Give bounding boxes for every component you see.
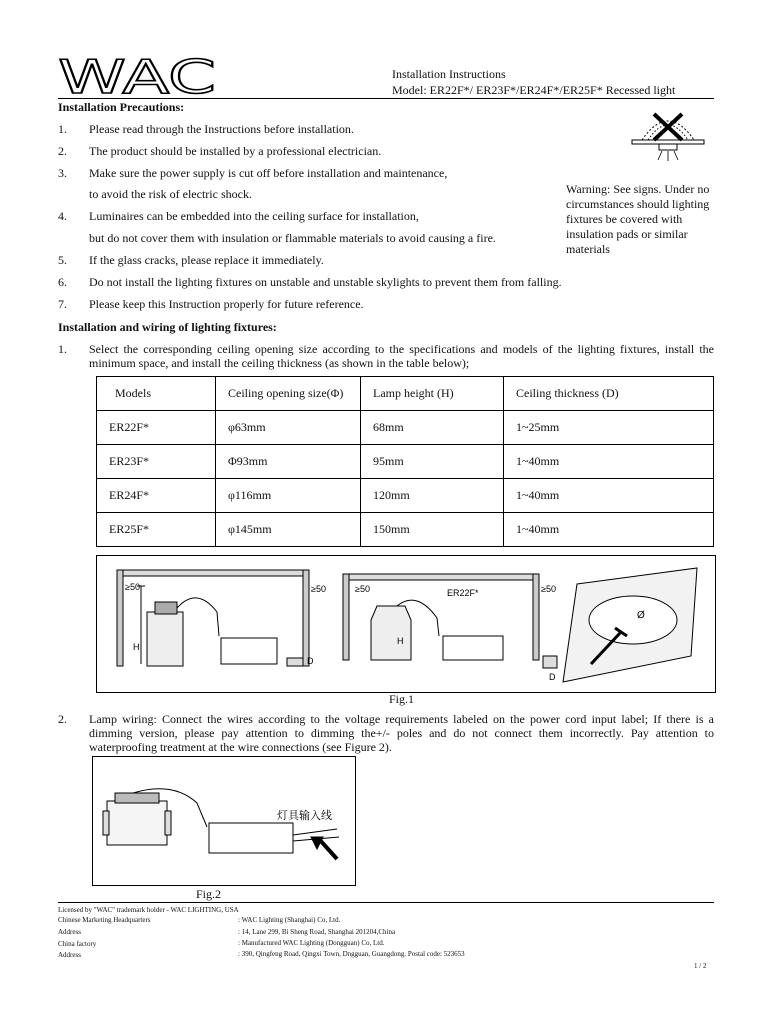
- precaution-text-cont: but do not cover them with insulation or flammable materials to avoid causing a fire.: [89, 231, 496, 245]
- table-cell: 95mm: [361, 445, 504, 479]
- no-insulation-warning-icon: [628, 104, 708, 164]
- table-cell: φ63mm: [216, 411, 361, 445]
- table-cell: 120mm: [361, 479, 504, 513]
- fig1-d-label: D: [549, 672, 556, 682]
- fig1-d-label: D: [307, 656, 314, 666]
- svg-text:WAC: WAC: [58, 56, 216, 98]
- figure-2-diagram: [92, 756, 356, 886]
- doc-title: Installation Instructions: [392, 67, 506, 81]
- header-rule: [58, 98, 714, 99]
- footer-label: China factory: [58, 940, 97, 948]
- warning-text: Warning: See signs. Under no circumstances should lighting fixtures be covered with insulation pads or similar materials: [566, 182, 710, 256]
- precaution-number: 4.: [58, 209, 67, 223]
- precaution-text: Please read through the Instructions before installation.: [89, 122, 354, 136]
- footer-rule: [58, 902, 714, 903]
- fig1-ge50-label: ≥50: [125, 582, 140, 592]
- table-cell: 1~40mm: [504, 479, 714, 513]
- precaution-text: Make sure the power supply is cut off before installation and maintenance,: [89, 166, 448, 180]
- step-number: 1.: [58, 342, 67, 356]
- footer-license: Licensed by "WAC" trademark holder - WAC LIGHTING, USA: [58, 906, 239, 914]
- table-cell: ER24F*: [97, 479, 216, 513]
- fig1-model-label: ER22F*: [447, 588, 479, 598]
- figure-1-caption: Fig.1: [389, 692, 415, 706]
- table-cell: ER23F*: [97, 445, 216, 479]
- table-cell: 68mm: [361, 411, 504, 445]
- table-header: Ceiling opening size(Φ): [216, 377, 361, 411]
- step-number: 2.: [58, 712, 67, 726]
- footer-label: Address: [58, 951, 81, 959]
- table-header-row: [97, 377, 714, 411]
- footer-value: : Manufactured WAC Lighting (Dongguan) Co, Ltd.: [238, 939, 385, 947]
- precaution-number: 2.: [58, 144, 67, 158]
- precaution-text-cont: to avoid the risk of electric shock.: [89, 187, 252, 201]
- table-row: [97, 479, 714, 513]
- footer-label: Chinese Marketing Headquarters: [58, 916, 151, 924]
- table-cell: φ116mm: [216, 479, 361, 513]
- precaution-number: 1.: [58, 122, 67, 136]
- precaution-number: 7.: [58, 297, 67, 311]
- precaution-text: Luminaires can be embedded into the ceiling surface for installation,: [89, 209, 419, 223]
- table-cell: ER22F*: [97, 411, 216, 445]
- precaution-number: 3.: [58, 166, 67, 180]
- fig2-chinese-label: 灯具输入线: [277, 809, 332, 822]
- table-header: Lamp height (H): [361, 377, 504, 411]
- footer-value: : WAC Lighting (Shanghai) Co, Ltd.: [238, 916, 341, 924]
- table-header: Models: [97, 377, 216, 411]
- table-header: Ceiling thickness (D): [504, 377, 714, 411]
- precautions-heading: Installation Precautions:: [58, 100, 185, 114]
- specs-table: [96, 376, 714, 547]
- page-number: 1 / 2: [694, 962, 707, 970]
- table-cell: 150mm: [361, 513, 504, 547]
- table-row: [97, 445, 714, 479]
- fig1-h-label: H: [397, 636, 404, 646]
- table-cell: ER25F*: [97, 513, 216, 547]
- wiring-heading: Installation and wiring of lighting fixtures:: [58, 320, 277, 334]
- fig1-ge50-label: ≥50: [541, 584, 556, 594]
- precaution-text: If the glass cracks, please replace it immediately.: [89, 253, 324, 267]
- fig1-panel-c: [563, 568, 697, 682]
- precaution-number: 5.: [58, 253, 67, 267]
- wac-logo: [58, 56, 218, 98]
- table-cell: 1~40mm: [504, 513, 714, 547]
- table-cell: 1~25mm: [504, 411, 714, 445]
- table-row: [97, 411, 714, 445]
- precaution-number: 6.: [58, 275, 67, 289]
- model-line: Model: ER22F*/ ER23F*/ER24F*/ER25F* Recessed light: [392, 83, 676, 97]
- fig1-ge50-label: ≥50: [355, 584, 370, 594]
- fig1-h-label: H: [133, 642, 140, 652]
- footer-value: : 14, Lane 299, Bi Sheng Road, Shanghai 201204,China: [238, 928, 396, 936]
- table-cell: Φ93mm: [216, 445, 361, 479]
- step2-text: Lamp wiring: Connect the wires according to the voltage requirements labeled on the power cord input label; If there is a dimming version, please pay attention to dimming the+/- poles and do not connect them incorrectly. Pay attention to waterproofing treatment at the wire connections (see Figure 2).: [89, 712, 714, 754]
- footer-value: : 390, Qingfeng Road, Qingxi Town, Dngguan, Guangdong. Postal code: 523653: [238, 950, 465, 958]
- fig1-phi-label: Ø: [637, 610, 645, 621]
- fig1-panel-a: [117, 570, 309, 666]
- table-cell: 1~40mm: [504, 445, 714, 479]
- table-cell: φ145mm: [216, 513, 361, 547]
- precaution-text: The product should be installed by a professional electrician.: [89, 144, 382, 158]
- figure-2-caption: Fig.2: [196, 887, 222, 901]
- precaution-text: Do not install the lighting fixtures on unstable and unstable skylights to prevent them from falling.: [89, 275, 562, 289]
- footer-label: Address: [58, 928, 81, 936]
- fig1-ge50-label: ≥50: [311, 584, 326, 594]
- precaution-text: Please keep this Instruction properly for future reference.: [89, 297, 364, 311]
- table-row: [97, 513, 714, 547]
- step1-text: Select the corresponding ceiling opening size according to the specifications and models of the lighting fixtures, install the minimum space, and install the ceiling thickness (as shown in the table below);: [89, 342, 714, 370]
- figure-1-diagram: [96, 555, 716, 693]
